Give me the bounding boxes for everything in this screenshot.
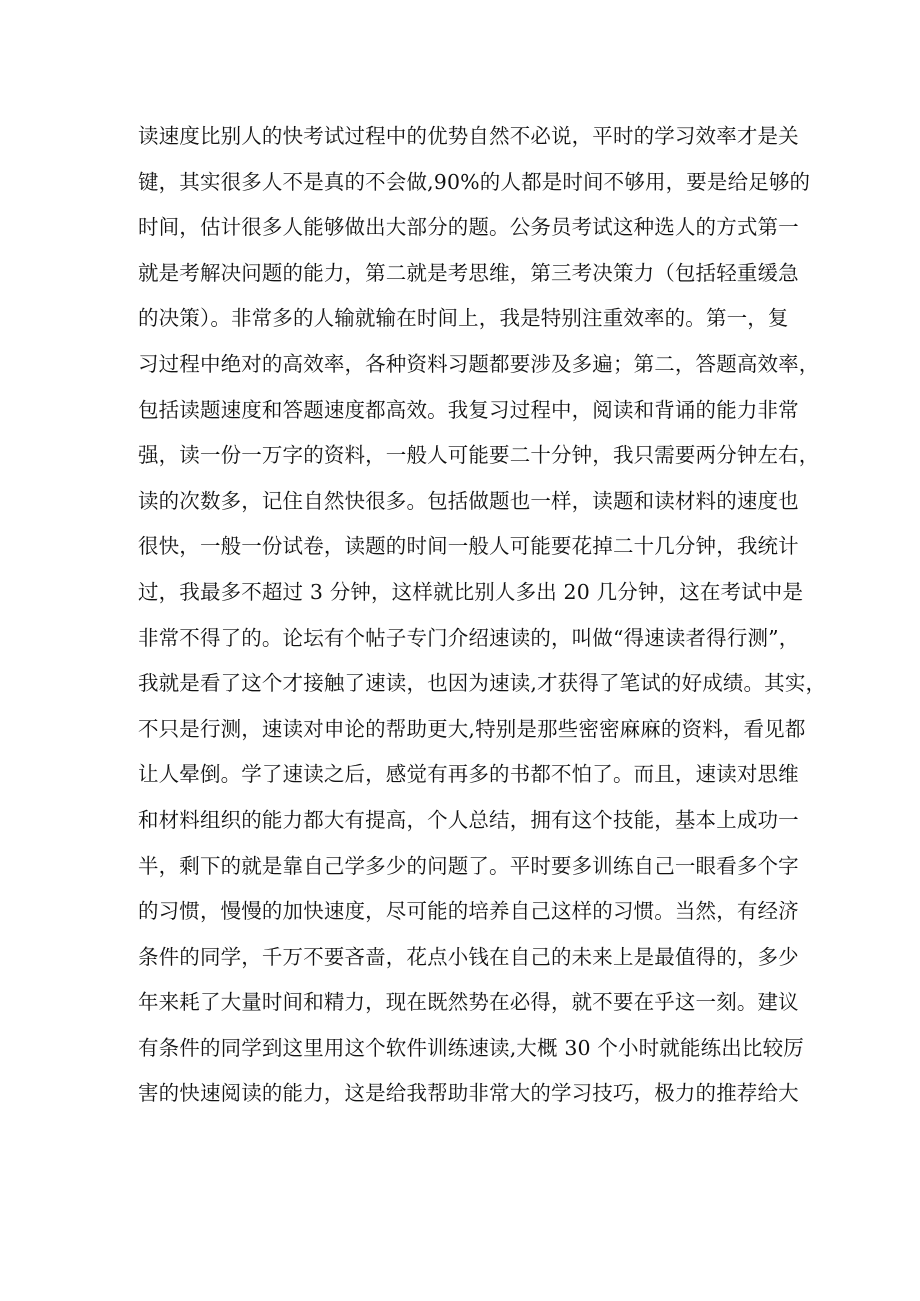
text-line: 害的快速阅读的能力，这是给我帮助非常大的学习技巧，极力的推荐给大: [138, 1081, 799, 1106]
text-line: 让人晕倒。学了速读之后，感觉有再多的书都不怕了。而且，速读对思维: [138, 762, 799, 787]
text-line: 读的次数多，记住自然快很多。包括做题也一样，读题和读材料的速度也: [138, 488, 799, 513]
text-line: 半，剩下的就是靠自己学多少的问题了。平时要多训练自己一眼看多个字: [138, 853, 799, 878]
text-line: 包括读题速度和答题速度都高效。我复习过程中，阅读和背诵的能力非常: [138, 397, 799, 422]
text-line: 就是考解决问题的能力，第二就是考思维，第三考决策力（包括轻重缓急: [138, 260, 799, 285]
body-text: [138, 114, 827, 1117]
text-line: 时间，估计很多人能够做出大部分的题。公务员考试这种选人的方式第一: [138, 215, 799, 240]
text-line: 强，读一份一万字的资料，一般人可能要二十分钟，我只需要两分钟左右，: [138, 443, 820, 468]
text-line: 习过程中绝对的高效率，各种资料习题都要涉及多遍；第二，答题高效率，: [138, 351, 820, 376]
text-line: 很快，一般一份试卷，读题的时间一般人可能要花掉二十几分钟，我统计: [138, 534, 799, 559]
text-line: 年来耗了大量时间和精力，现在既然势在必得，就不要在乎这一刻。建议: [138, 990, 799, 1015]
text-line: 读速度比别人的快考试过程中的优势自然不必说，平时的学习效率才是关: [138, 124, 799, 148]
text-line: 的习惯，慢慢的加快速度，尽可能的培养自己这样的习惯。当然，有经济: [138, 899, 799, 924]
text-line: 不只是行测，速读对申论的帮助更大,特别是那些密密麻麻的资料，看见都: [138, 716, 806, 741]
text-line: 条件的同学，千万不要吝啬，花点小钱在自己的未来上是最值得的，多少: [138, 944, 799, 969]
text-line: 非常不得了的。论坛有个帖子专门介绍速读的，叫做“得速读者得行测”，: [138, 625, 800, 650]
text-line: 有条件的同学到这里用这个软件训练速读,大概 30 个小时就能练出比较厉: [138, 1035, 804, 1060]
text-line: 和材料组织的能力都大有提高，个人总结，拥有这个技能，基本上成功一: [138, 807, 799, 832]
text-line: 过，我最多不超过 3 分钟，这样就比别人多出 20 几分钟，这在考试中是: [138, 579, 804, 604]
text-line: 的决策）。非常多的人输就输在时间上，我是特别注重效率的。第一，复: [138, 306, 789, 331]
text-line: 键，其实很多人不是真的不会做,90%的人都是时间不够用，要是给足够的: [138, 169, 811, 194]
text-line: 我就是看了这个才接触了速读，也因为速读,才获得了笔试的好成绩。其实，: [138, 671, 827, 696]
